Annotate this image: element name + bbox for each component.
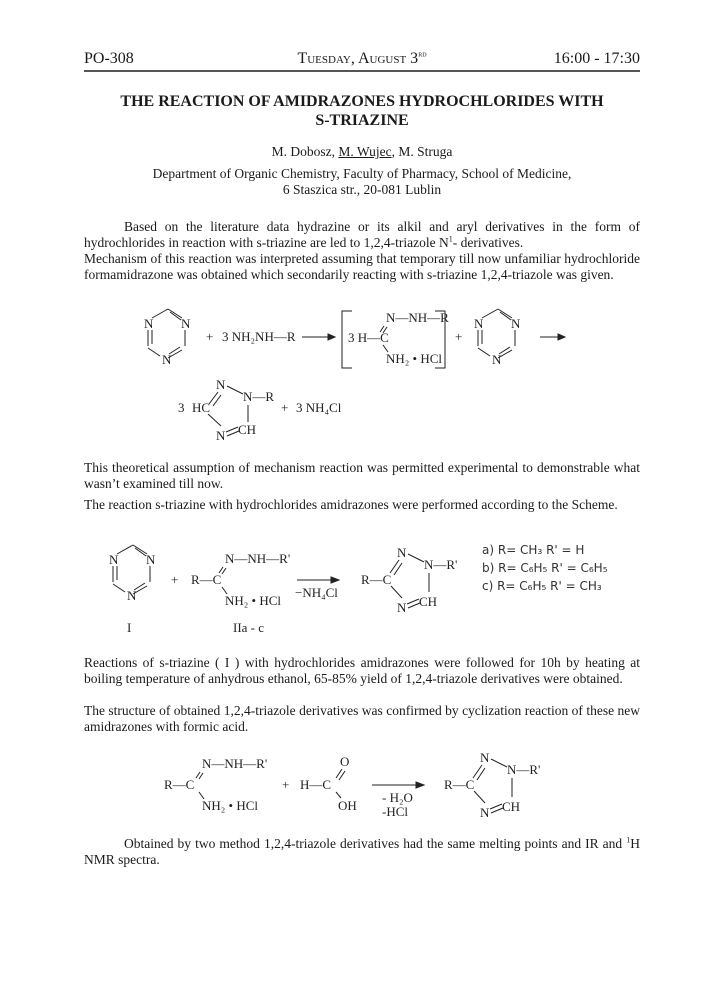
reaction-arrow-icon [331,577,339,583]
session-time: 16:00 - 17:30 [553,50,640,67]
scheme-1-mechanism [130,308,590,448]
triazine-ring-2 [474,309,521,367]
plus-sign-4: + [171,572,179,587]
p1-text-end: - derivatives. [452,235,524,250]
triazole-product-2 [361,545,457,615]
triazine-ring-I [109,545,156,603]
svg-text:N: N [216,428,226,443]
arrow-label-water: - H₂O [382,790,413,805]
affiliation [84,166,640,198]
svg-text:R—C: R—C [444,777,475,792]
author-3: , M. Struga [391,144,453,159]
plus-sign-3: + [281,400,289,415]
svg-text:HC: HC [192,400,211,415]
paragraph-structure: The structure of obtained 1,2,4-triazole derivatives was confirmed by cyclization reaction of these new amidrazones with formic acid. [84,703,640,734]
hydrazine-reagent: 3 NH₂NH—R [222,329,296,344]
svg-text:N: N [397,545,407,560]
svg-text:N: N [109,552,119,567]
amidrazone-top: N—NH—R' [225,551,291,566]
formamidrazone-core: 3 H—C [348,330,389,345]
p7-text-end: H NMR spectra. [84,836,640,867]
substituent-b: b) R= C₆H₅ R' = C₆H₅ [482,561,608,575]
svg-text:N: N [480,805,490,820]
p1-text: Based on the literature data hydrazine or its alkil and aryl derivatives in the form of hydrochlorides in reaction with s-triazine are led to 1,2,4-triazole N [84,219,640,250]
svg-text:N: N [146,552,156,567]
paragraph-reactions: Reactions of s-triazine ( I ) with hydrochlorides amidrazones were followed for 10h by heating at boiling temperature of anhydrous ethanol, 65-85% yield of 1,2,4-triazole derivatives were obtained. [84,655,640,686]
page-header [84,48,640,72]
svg-text:CH: CH [502,799,521,814]
amidrazone-bottom: NH₂ • HCl [225,593,282,608]
triazine-ring-1 [144,309,191,367]
compound-label-IIa-c: IIa - c [233,620,265,635]
amidrazone-top-2: N—NH—R' [202,756,268,771]
plus-sign-2: + [455,329,463,344]
paragraph-intro [84,219,640,251]
arrow-label: −NH₄Cl [295,585,338,600]
ammonium-chloride: 3 NH₄Cl [296,400,342,415]
triazole-product-3 [444,752,540,820]
svg-text:N—R': N—R' [507,762,541,777]
svg-text:N: N [480,752,490,765]
svg-text:N: N [492,352,502,367]
svg-text:N: N [474,316,484,331]
amidrazone-core-2: R—C [164,777,195,792]
svg-text:3: 3 [178,400,185,415]
poster-code: PO-308 [84,50,134,67]
author-2-presenting: M. Wujec [338,144,392,159]
title-line-1: THE REACTION OF AMIDRAZONES HYDROCHLORIDES WITH [120,93,604,110]
author-1: M. Dobosz, [271,144,336,159]
arrow-icon-2 [558,334,565,340]
date-suffix: rd [418,49,427,59]
svg-text:R—C: R—C [361,572,392,587]
p7-text: Obtained by two method 1,2,4-triazole derivatives had the same melting points and IR and [124,836,627,851]
substituent-c: c) R= C₆H₅ R' = CH₃ [482,579,602,593]
compound-label-I: I [127,620,132,635]
formamidrazone-top: N—NH—R [386,310,449,325]
plus-sign: + [206,329,214,344]
formic-acid-oxygen: O [340,754,350,769]
svg-text:N: N [181,316,191,331]
svg-text:N: N [127,588,137,603]
svg-text:N: N [144,316,154,331]
svg-text:N: N [162,352,172,367]
arrow-icon [328,334,335,340]
svg-text:N: N [397,600,407,615]
formic-acid-core: H—C [300,777,332,792]
p1-sup: 1 [448,234,453,244]
scheme-3-cyclization [160,752,580,832]
svg-text:N—R: N—R [243,389,275,404]
paragraph-assumption: This theoretical assumption of mechanism reaction was permitted experimental to demonstrable what wasn’t examined till now. [84,460,640,491]
paragraph-conclusion [84,836,640,868]
svg-text:N: N [511,316,521,331]
scheme-2-reaction [95,540,635,640]
reaction-arrow-icon-2 [416,782,424,788]
formamidrazone-bottom: NH₂ • HCl [386,351,443,366]
amidrazone-bottom-2: NH₂ • HCl [202,798,259,813]
amidrazone-core: R—C [191,572,222,587]
svg-text:CH: CH [238,422,257,437]
affiliation-line-2: 6 Staszica str., 20-081 Lublin [282,182,442,197]
triazole-product-1 [178,377,274,443]
paragraph-mechanism: Mechanism of this reaction was interpreted assuming that temporary till now unfamiliar hydrochloride formamidrazone was obtained which secondarily reacting with s-triazine 1,2,4-triazole was given. [84,251,640,282]
arrow-label-hcl: -HCl [382,804,408,819]
svg-text:N: N [216,377,226,392]
affiliation-line-1: Department of Organic Chemistry, Faculty of Pharmacy, School of Medicine, [152,166,572,181]
paragraph-scheme-intro: The reaction s-triazine with hydrochlorides amidrazones were performed according to the Scheme. [84,497,618,512]
authors [84,144,640,160]
paper-title [84,92,640,130]
formic-acid-hydroxyl: OH [338,798,357,813]
substituent-a: a) R= CH₃ R' = H [482,543,585,557]
svg-text:CH: CH [419,594,438,609]
p7-sup: 1 [626,835,631,845]
date-text: Tuesday, August 3 [297,50,419,67]
plus-sign-5: + [282,777,290,792]
svg-text:N—R': N—R' [424,557,458,572]
title-line-2: S-TRIAZINE [315,112,409,129]
